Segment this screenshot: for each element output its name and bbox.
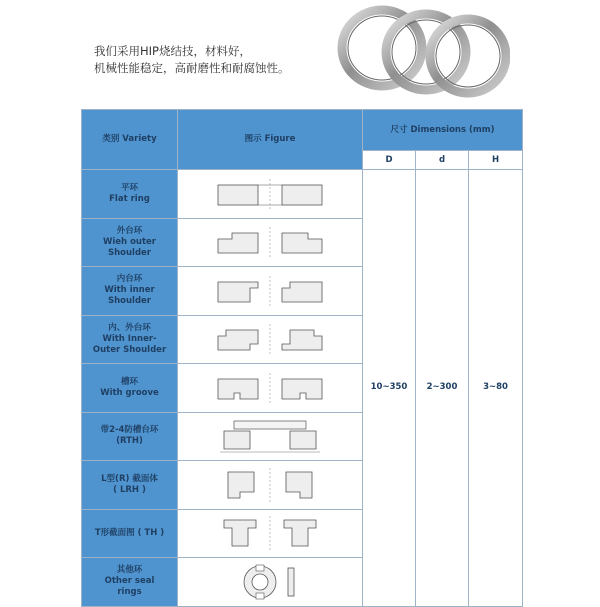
col-d-header: d	[416, 151, 469, 170]
variety-header: 类别 Variety	[82, 110, 178, 170]
figure-inner-outer-shoulder	[178, 315, 363, 364]
table-row	[82, 170, 523, 219]
row-label: T形截面图 ( TH )	[82, 509, 178, 558]
figure-groove	[178, 364, 363, 413]
figure-th	[178, 509, 363, 558]
row-label: 槽环 With groove	[82, 364, 178, 413]
col-H-header: H	[469, 151, 523, 170]
row-label: L型(R) 截面体 ( LRH )	[82, 461, 178, 510]
intro-text	[94, 43, 354, 77]
figure-other-seal-rings	[178, 558, 363, 607]
intro-line-2: 机械性能稳定，高耐磨性和耐腐蚀性。	[94, 61, 290, 75]
figure-outer-shoulder	[178, 218, 363, 267]
intro-line-1: 我们采用HIP烧结技，材料好，	[94, 44, 251, 58]
row-label: 其他环 Other seal rings	[82, 558, 178, 607]
row-label: 内、外台环 With Inner- Outer Shoulder	[82, 315, 178, 364]
value-H: 3~80	[469, 170, 523, 607]
row-label: 外台环 Wieh outer Shoulder	[82, 218, 178, 267]
figure-lrh	[178, 461, 363, 510]
row-label: 内台环 With inner Shoulder	[82, 267, 178, 316]
seal-rings-photo	[330, 4, 510, 100]
specification-table	[81, 109, 523, 607]
row-label: 平环 Flat ring	[82, 170, 178, 219]
row-label: 带2-4防槽台环 (RTH)	[82, 412, 178, 461]
figure-flat-ring	[178, 170, 363, 219]
col-D-header: D	[363, 151, 416, 170]
figure-rth	[178, 412, 363, 461]
figure-header: 图示 Figure	[178, 110, 363, 170]
dimensions-header: 尺寸 Dimensions (mm)	[363, 110, 523, 151]
figure-inner-shoulder	[178, 267, 363, 316]
value-D: 10~350	[363, 170, 416, 607]
value-d: 2~300	[416, 170, 469, 607]
